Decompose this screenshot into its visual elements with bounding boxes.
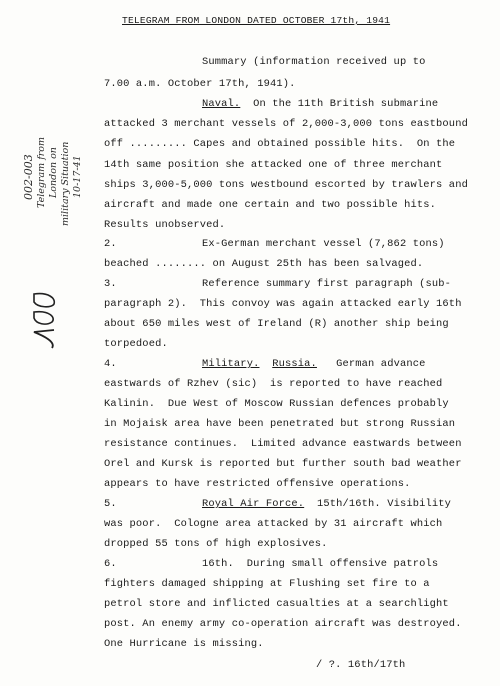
para4-number: 4. — [104, 358, 117, 370]
para6-line-4: post. An enemy army co-operation aircraft was destroyed. — [104, 618, 462, 630]
naval-line-4: 14th same position she attacked one of three merchant — [104, 159, 443, 171]
naval-line-6: aircraft and made one certain and two possible hits. — [104, 199, 437, 211]
margin-note-london: London on — [48, 147, 59, 198]
margin-note-date: 10-17-41 — [72, 155, 83, 198]
naval-line-3: off ......... Capes and obtained possible hits. On the — [104, 138, 456, 150]
margin-file-ref: 002-003 — [22, 154, 35, 200]
naval-line-1 — [202, 98, 438, 110]
para4-line-4: in Mojaisk area have been penetrated but strong Russian — [104, 418, 456, 430]
para4-line-1-text: German advance — [336, 358, 426, 370]
para4-line-2: eastwards of Rzhev (sic) is reported to have reached — [104, 378, 443, 390]
para6-line-1: 16th. During small offensive patrols — [202, 558, 439, 570]
para4-line-5: resistance continues. Limited advance eastwards between — [104, 438, 462, 450]
margin-note-telegram: Telegram from — [36, 137, 47, 208]
para4-line-7: appears to have restricted offensive operations. — [104, 478, 411, 490]
summary-line-1: Summary (information received up to — [202, 56, 426, 68]
para2-line-1: Ex-German merchant vessel (7,862 tons) — [202, 238, 445, 250]
naval-heading: Naval. — [202, 98, 241, 110]
para3-number: 3. — [104, 278, 117, 290]
para5-number: 5. — [104, 498, 117, 510]
para5-line-1 — [202, 498, 451, 510]
para5-line-2: was poor. Cologne area attacked by 31 aircraft which — [104, 518, 443, 530]
military-heading: Military. — [202, 358, 260, 370]
para6-number: 6. — [104, 558, 117, 570]
para6-line-3: petrol store and inflicted casualties at a searchlight — [104, 598, 449, 610]
para3-line-4: torpedoed. — [104, 338, 168, 350]
naval-line-1-text: On the 11th British submarine — [253, 98, 439, 110]
russia-heading: Russia. — [272, 358, 317, 370]
para4-line-6: Orel and Kursk is reported but further south bad weather — [104, 458, 462, 470]
para2-number: 2. — [104, 238, 117, 250]
para5-line-1-text: 15th/16th. Visibility — [316, 498, 452, 510]
para6-line-5: One Hurricane is missing. — [104, 638, 264, 650]
naval-line-7: Results unobserved. — [104, 219, 226, 231]
para3-line-1: Reference summary first paragraph (sub- — [202, 278, 452, 290]
margin-note-military: military Situation — [60, 141, 71, 226]
para5-line-3: dropped 55 tons of high explosives. — [104, 538, 328, 550]
continuation-note: / ?. 16th/17th — [316, 659, 406, 671]
para3-line-2: paragraph 2). This convoy was again attacked early 16th — [104, 298, 462, 310]
para6-line-2: fighters damaged shipping at Flushing set fire to a — [104, 578, 430, 590]
handwritten-stamp-number — [26, 290, 62, 350]
naval-line-2: attacked 3 merchant vessels of 2,000-3,000 tons eastbound — [104, 118, 468, 130]
naval-line-5: ships 3,000-5,000 tons westbound escorted by trawlers and — [104, 179, 468, 191]
para2-line-2: beached ........ on August 25th has been salvaged. — [104, 258, 424, 270]
summary-line-2: 7.00 a.m. October 17th, 1941). — [104, 78, 296, 90]
telegram-title: TELEGRAM FROM LONDON DATED OCTOBER 17th, 1941 — [122, 15, 391, 26]
para4-line-1 — [202, 358, 426, 370]
raf-heading: Royal Air Force. — [202, 498, 305, 510]
para4-line-3: Kalinin. Due West of Moscow Russian defences probably — [104, 398, 449, 410]
para3-line-3: about 650 miles west of Ireland (R) another ship being — [104, 318, 449, 330]
